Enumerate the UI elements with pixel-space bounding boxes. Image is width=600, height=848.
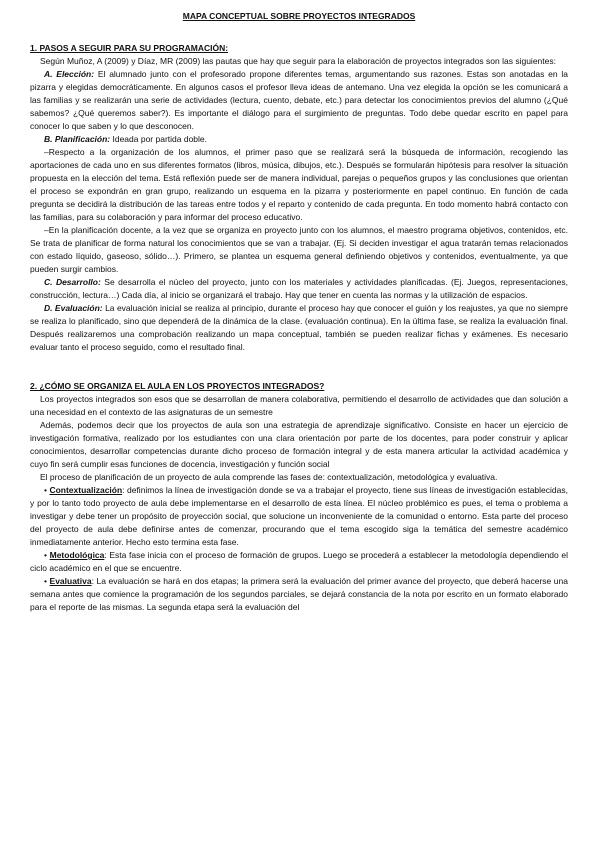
step-a-text: El alumnado junto con el profesorado propone diferentes temas, argumentando sus razones. Estas son anotadas en la pizarra y elegidas democráticamente. En algunos casos el profesor lleva ideas de antemano. Una vez elegida la opción se les comunicará a las familias y se realizarán una serie de actividades (lectura, cuento, debate, etc.) para detectar los conocimientos previos del alumno (¿Qué sabemos? ¿Qué queremos saber?). Es importante el diálogo para el surgimiento de preguntas. Todo debe quedar escrito en papel para conocer lo que saben y lo que desconocen. — [30, 69, 569, 131]
document-title: MAPA CONCEPTUAL SOBRE PROYECTOS INTEGRADOS — [182, 11, 416, 21]
section-1-heading: 1. PASOS A SEGUIR PARA SU PROGRAMACIÓN: — [30, 43, 229, 53]
section-2 — [30, 380, 568, 614]
phase-metodologica-text: : Esta fase inicia con el proceso de formación de grupos. Luego se procederá a establecer la metodología dependiendo el ciclo académico en el que se encuentre. — [30, 550, 568, 573]
section-2-paragraph-3: El proceso de planificación de un proyecto de aula comprende las fases de: contextualización, metodológica y evaluativa. — [40, 472, 498, 482]
section-1 — [30, 42, 568, 354]
section-2-paragraph-1: Los proyectos integrados son esos que se desarrollan de manera colaborativa, permitiendo el desarrollo de actividades que dan solución a una necesidad en el contexto de las asignaturas de un semestre — [30, 394, 568, 417]
step-b-text: Ideada por partida doble. — [110, 134, 208, 144]
phase-metodologica-label: Metodológica — [49, 550, 105, 560]
section-1-intro: Según Muñoz, A (2009) y Díaz, MR (2009) las pautas que hay que seguir para la elaboración de proyectos integrados son las siguientes: — [40, 56, 556, 66]
bullet-icon: • — [44, 576, 47, 586]
step-b-teacher-paragraph: –En la planificación docente, a la vez que se organiza en proyecto junto con los alumnos, el maestro programa objetivos, contenidos, etc. Se trata de planificar de forma natural los conocimientos que se van a trabajar. (Ej. Si deciden investigar el agua tratarán temas relacionados con estado líquido, gaseoso, sólido…). Primero, se plantea un esquema general definiendo objetivos y contenidos, eventualmente, ya que pueden surgir cambios. — [30, 225, 568, 274]
section-2-paragraph-2: Además, podemos decir que los proyectos de aula son una estrategia de aprendizaje significativo. Consiste en hacer un ejercicio de investigación formativa, realizado por los estudiantes con una clara orientación por parte de los docentes, para poder construir y aplicar conocimientos, desarrollar competencias durante dicho proceso de formación integral y de esta manera articular la actividad académica y cuyo fin será cumplir esas funciones de docencia, investigación y función social — [30, 420, 568, 469]
phase-contextualizacion-label: Contextualización — [49, 485, 123, 495]
step-d-label: D. Evaluación: — [44, 303, 103, 313]
step-c-paragraph — [30, 276, 568, 302]
step-d-text: La evaluación inicial se realiza al principio, durante el proceso hay que conocer el guión y los reajustes, ya que no siempre se realiza lo planificado, sino que dependerá de la dinámica de la clase. (evaluación continua). En la última fase, se realiza la evaluación final. Después realizaremos una comprobación realizando un mapa conceptual, también se pueden realizar fichas y exámenes. Es necesario evaluar tanto el proceso seguido, como el resultado final. — [30, 303, 568, 352]
phase-evaluativa-text: : La evaluación se hará en dos etapas; la primera será la evaluación del primer avance del proyecto, que deberá hacerse una semana antes que comience la programación de los segundos parciales, se dejará constancia de la nota por escrito en un formato elaborado para el reporte de las mismas. La segunda etapa será la evaluación del — [30, 576, 568, 612]
step-b-paragraph — [30, 133, 568, 146]
step-d-paragraph — [30, 302, 568, 354]
phase-evaluativa-label: Evaluativa — [49, 576, 92, 586]
phase-evaluativa — [30, 575, 568, 614]
phase-contextualizacion-text: : definimos la línea de investigación donde se va a trabajar el proyecto, tiene sus líneas de investigación establecidas, y por lo tanto todo proyecto de aula debe implementarse en el desarrollo de esta línea. El núcleo problémico es pues, el tema o problema a investigar y debe tener un propósito de proyección social, que solucione un inconveniente de la comunidad o entorno. Esta parte del proceso del proyecto de aula debe definirse antes de comenzar, procurando que el tema escogido siga la temática del semestre académico inmediatamente anterior. Hecho esto termina esta fase. — [30, 485, 568, 547]
step-c-text: Se desarrolla el núcleo del proyecto, junto con los materiales y actividades planificadas. (Ej. Juegos, representaciones, construcción, lectura…) Cada día, al inicio se organizará el trabajo. Hay que tener en cuenta las normas y la utilización de espacios. — [30, 277, 568, 300]
section-spacer — [30, 354, 568, 380]
step-c-label: C. Desarrollo: — [44, 277, 101, 287]
section-2-heading: 2. ¿CÓMO SE ORGANIZA EL AULA EN LOS PROYECTOS INTEGRADOS? — [30, 381, 325, 391]
bullet-icon: • — [44, 550, 47, 560]
phase-metodologica — [30, 549, 568, 575]
bullet-icon: • — [44, 485, 47, 495]
phase-contextualizacion — [30, 484, 568, 549]
step-b-label: B. Planificación: — [44, 134, 111, 144]
step-a-paragraph — [30, 68, 568, 133]
step-b-students-paragraph: –Respecto a la organización de los alumnos, el primer paso que se realizará será la búsqueda de información, recogiendo las aportaciones de cada uno en sus diferentes formatos (libros, música, dibujos, etc.). Después se formularán hipótesis para resolver la situación propuesta en la elección del tema. Está reflexión puede ser de manera individual, parejas o pequeños grupos y las conclusiones que orientan el proceso se expondrán en gran grupo, realizando un esquema en la pizarra y posteriormente en papel continuo. En función de cada pregunta se decidirá la distribución de las tareas entre todos y el reparto y contenido de cada pregunta. En todo momento habrá contacto con las familias, para su colaboración y para informar del proceso educativo. — [30, 147, 568, 222]
step-a-label: A. Elección: — [44, 69, 95, 79]
